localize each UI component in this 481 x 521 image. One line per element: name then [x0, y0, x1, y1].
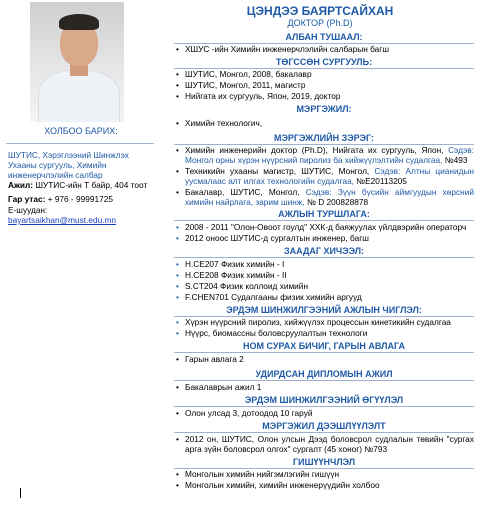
list-item: • Химийн технологич,: [174, 119, 474, 129]
contact-title: ХОЛБОО БАРИХ:: [44, 126, 118, 136]
work-list: [174, 223, 474, 244]
degree-number: № D 200828878: [304, 196, 369, 207]
section-specialty-head: МЭРГЭЖИЛ:: [296, 103, 352, 114]
thesis-list: [174, 383, 474, 393]
degree-topic: Сэдэв: Алтны цианидын уусмалаас алт илгах технологийн судалгаа,: [185, 165, 475, 186]
work-value: ШУТИС-ийн Т байр, 404 тоот: [33, 180, 148, 191]
degree-list: [174, 146, 474, 208]
education-list: [174, 70, 474, 102]
section-books-head: НОМ СУРАХ БИЧИГ, ГАРЫН АВЛАГА: [174, 341, 474, 353]
list-item: • H.CE208 Физик химийн - II: [174, 271, 474, 281]
contact-work: [8, 180, 156, 190]
list-item: • 2012 он, ШУТИС, Олон улсын Дээд боловсрол судлалын төвийн "сургах арга зүйн боловсрол олгох" сургалт (45 хоног) №793: [174, 435, 474, 455]
phone-value: + 976 - 99991725: [45, 194, 113, 205]
research-list: [174, 318, 474, 339]
list-item: • Монголын химийн нийгэмлэгийн гишүүн: [174, 470, 474, 480]
section-membership-head: ГИШҮҮНЧЛЭЛ: [174, 457, 474, 469]
section-research-head: ЭРДЭМ ШИНЖИЛГЭЭНИЙ АЖЛЫН ЧИГЛЭЛ:: [174, 305, 474, 317]
section-courses-head: ЗААДАГ ХИЧЭЭЛ:: [174, 246, 474, 258]
training-list: [174, 435, 474, 455]
work-label: Ажил:: [8, 180, 34, 191]
profile-photo: [30, 2, 124, 122]
degree-text: Химийн инженерийн доктор (Ph.D), Нийгата их сургууль, Япон,: [185, 144, 449, 155]
section-education-head: ТӨГССӨН СУРГУУЛЬ:: [174, 57, 474, 69]
section-papers-head: ЭРДЭМ ШИНЖИЛГЭЭНИЙ ӨГҮҮЛЭЛ: [174, 395, 474, 407]
section-training-head: МЭРГЭЖИЛ ДЭЭШЛҮҮЛЭЛТ: [174, 421, 474, 433]
right-column: [174, 4, 474, 492]
email-link[interactable]: bayartsaikhan@must.edu.mn: [8, 214, 117, 225]
list-item: • 2008 - 2011 "Олон-Овоот гоулд" ХХК-д баяжуулах үйлдвэрийн операторч: [174, 223, 474, 233]
section-degree-head: МЭРГЭЖЛИЙН ЗЭРЭГ:: [174, 133, 474, 145]
degree-number: №493: [442, 154, 468, 165]
books-list: [174, 355, 474, 365]
contact-divider: [6, 143, 154, 144]
membership-list: [174, 470, 474, 491]
list-item: • Нүүрс, биомассны боловсруулалтын технологи: [174, 329, 474, 339]
contact-phone: [8, 194, 156, 204]
list-item: • ШУТИС, Монгол, 2011, магистр: [174, 81, 474, 91]
list-item: [174, 146, 474, 166]
contact-org: ШУТИС, Хэрэглээний Шинжлэх Ухааны сургууль, Химийн инженерчлэлийн салбар: [8, 150, 129, 181]
degree-topic: Сэдэв: Монгол орны хүрэн нүүрсний пиролиз ба хийжүүлэлтийн судалгаа,: [185, 144, 474, 165]
specialty-list: [174, 119, 474, 129]
section-work-head: АЖЛЫН ТУРШЛАГА:: [174, 209, 474, 221]
left-column: [6, 0, 156, 521]
papers-list: [174, 409, 474, 419]
list-item: • F.CHEN701 Судалгааны физик химийн аргууд: [174, 293, 474, 303]
email-label: E-шуудан:: [8, 204, 48, 215]
section-title-head: АЛБАН ТУШААЛ:: [174, 32, 474, 44]
list-item: • Нийгата их сургууль, Япон, 2019, доктор: [174, 92, 474, 102]
list-item: [174, 167, 474, 187]
list-item: • ХШУС -ийн Химийн инженерчлэлийн салбарын багш: [174, 45, 474, 55]
list-item: • Хүрэн нүүрсний пиролиз, хийжүүлэх процессын кинетикийн судалгаа: [174, 318, 474, 328]
degree-topic: Сэдэв: Зүүн бүсийн аймгуудын хөрсний химийн найрлага, зарим шинж,: [185, 186, 474, 207]
list-item: • Монголын химийн, химийн инженерүүдийн холбоо: [174, 481, 474, 491]
list-item: • H.CE207 Физик химийн - I: [174, 260, 474, 270]
photo-shirt: [38, 70, 120, 122]
person-name: ЦЭНДЭЭ БАЯРТСАЙХАН: [246, 4, 394, 18]
list-item: • ШУТИС, Монгол, 2008, бакалавр: [174, 70, 474, 80]
list-item: • Гарын авлага 2: [174, 355, 474, 365]
list-item: • 2012 оноос ШУТИС-д сургалтын инженер, багш: [174, 234, 474, 244]
list-item: • Бакалаврын ажил 1: [174, 383, 474, 393]
text-cursor: [20, 488, 21, 498]
degree-number: №E20113205: [353, 175, 407, 186]
title-list: [174, 45, 474, 55]
person-degree: ДОКТОР (Ph.D): [287, 18, 353, 28]
contact-block: [8, 150, 156, 225]
degree-text: Техникийн ухааны магистр, ШУТИС, Монгол,: [185, 165, 375, 176]
degree-text: Бакалавр, ШУТИС, Монгол,: [185, 186, 306, 197]
photo-hair: [59, 14, 99, 30]
phone-label: Гар утас:: [8, 194, 46, 205]
list-item: • S.CT204 Физик коллоид химийн: [174, 282, 474, 292]
list-item: [174, 188, 474, 208]
section-thesis-head: УДИРДСАН ДИПЛОМЫН АЖИЛ: [174, 369, 474, 381]
list-item: • Олон улсад 3, дотоодод 10 гаруй: [174, 409, 474, 419]
courses-list: [174, 260, 474, 303]
